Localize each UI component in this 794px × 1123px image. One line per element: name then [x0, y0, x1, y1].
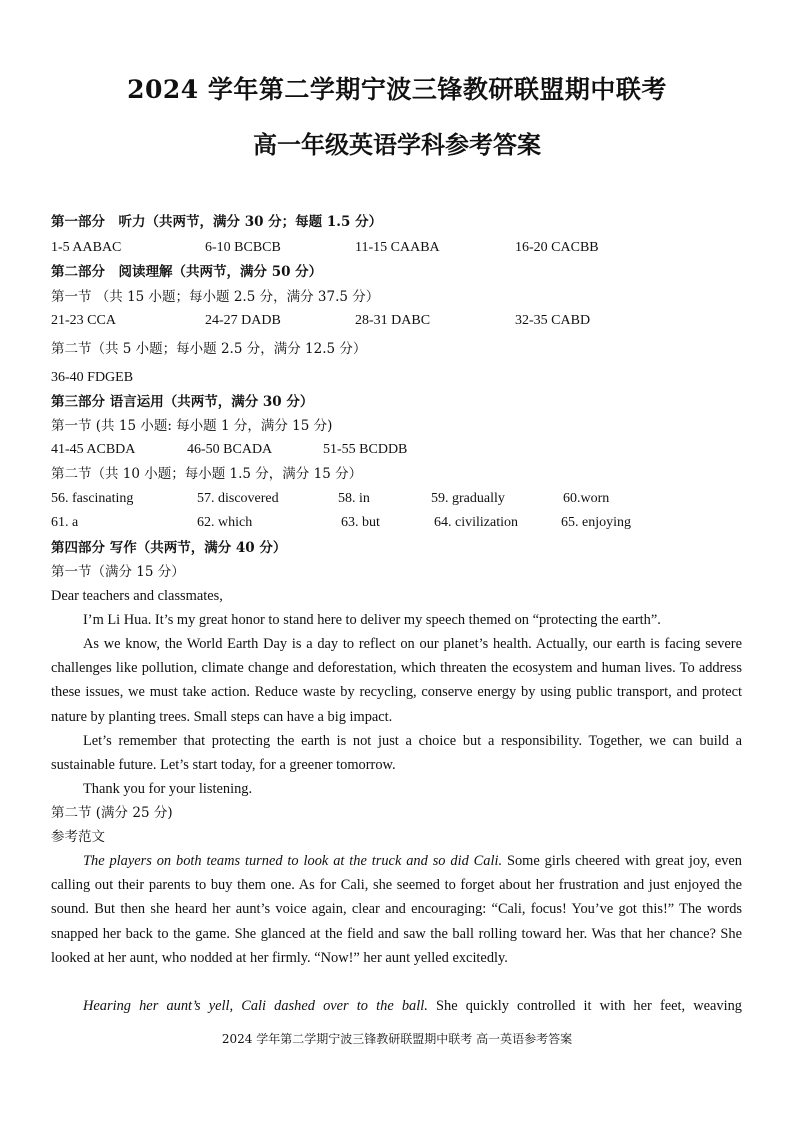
continuation-paragraph	[51, 994, 742, 1020]
part3-section1-heading: 第一节 (共 15 小题: 每小题 1 分，满分 15 分)	[51, 418, 333, 434]
letter-paragraph: Let’s remember that protecting the earth is not just a choice but a responsibility. Together, we can build a sustainable future. Let’s start today, for a greener tomorrow.	[51, 733, 742, 774]
letter-paragraph: I’m Li Hua. It’s my great honor to stand here to deliver my speech themed on “protecting the earth”.	[83, 612, 661, 628]
answer-group: 51-55 BCDDB	[323, 442, 408, 457]
fill-answer: 63. but	[341, 515, 380, 530]
part2-section2-heading: 第二节（共 5 小题；每小题 2.5 分，满分 12.5 分）	[51, 341, 367, 357]
part1-heading: 第一部分 听力（共两节，满分 30 分；每题 1.5 分）	[51, 214, 383, 230]
answer-group: 46-50 BCADA	[187, 442, 273, 457]
paragraph-lead-sentence: The players on both teams turned to look at the truck and so did Cali.	[83, 853, 503, 869]
answer-group: 21-23 CCA	[51, 313, 116, 328]
page-subtitle: 高一年级英语学科参考答案	[253, 130, 541, 159]
answer-group: 11-15 CAABA	[355, 240, 440, 255]
fill-answer: 56. fascinating	[51, 491, 134, 506]
answer-group: 41-45 ACBDA	[51, 442, 136, 457]
fill-answer: 59. gradually	[431, 491, 505, 506]
fill-answer: 60.worn	[563, 491, 610, 506]
letter-greeting: Dear teachers and classmates,	[51, 588, 223, 604]
fill-answer: 65. enjoying	[561, 515, 631, 530]
paragraph-body: She quickly controlled it with her feet, weaving	[427, 998, 742, 1014]
answer-group: 24-27 DADB	[205, 313, 281, 328]
part3-heading: 第三部分 语言运用（共两节，满分 30 分）	[51, 394, 314, 410]
paragraph-lead-sentence: Hearing her aunt’s yell, Cali dashed over to the ball.	[83, 998, 428, 1014]
fill-answer: 57. discovered	[197, 491, 279, 506]
answer-group: 28-31 DABC	[355, 313, 431, 328]
part4-section1-heading: 第一节（满分 15 分）	[51, 564, 185, 580]
continuation-paragraph	[51, 849, 742, 970]
fill-answer: 62. which	[197, 515, 253, 530]
part2-heading: 第二部分 阅读理解（共两节，满分 50 分）	[51, 264, 323, 280]
part4-heading: 第四部分 写作（共两节，满分 40 分）	[51, 540, 287, 556]
fill-answer: 58. in	[338, 491, 370, 506]
fill-answer: 64. civilization	[434, 515, 518, 530]
paragraph-body: Some girls cheered with great joy, even calling out their parents to buy them one. As for Cali, she seemed to forget about her frustration and just enjoyed the sound. But then she heard her aunt’s voice again, clear and encouraging: “Cali, focus! You’ve got this!” The words snapped her back to the game. She glanced at the field and saw the ball rolling toward her. Was that her chance? She looked at her aunt, who nodded at her firmly. “Now!” her aunt yelled excitedly.	[51, 853, 742, 966]
answer-group: 32-35 CABD	[515, 313, 591, 328]
page-footer: 2024 学年第二学期宁波三锋教研联盟期中联考 高一英语参考答案	[221, 1032, 573, 1046]
answer-group: 36-40 FDGEB	[51, 370, 134, 385]
page-title: 2024 学年第二学期宁波三锋教研联盟期中联考	[127, 75, 667, 104]
part4-section2-heading: 第二节 (满分 25 分)	[51, 805, 173, 821]
letter-closing: Thank you for your listening.	[83, 781, 253, 797]
part3-section2-heading: 第二节（共 10 小题；每小题 1.5 分，满分 15 分）	[51, 466, 363, 482]
letter-paragraph: As we know, the World Earth Day is a day to reflect on our planet’s health. Actually, our earth is facing severe challenges like pollution, climate change and deforestation, which threaten the ecosystem and human lives. To address these issues, we must take action. Reduce waste by recycling, conserve energy by using public transport, and protect nature by planting trees. Small steps can have a big impact.	[51, 636, 742, 725]
part2-section1-heading: 第一节 （共 15 小题；每小题 2.5 分，满分 37.5 分）	[51, 289, 380, 305]
answer-group: 1-5 AABAC	[51, 240, 122, 255]
answer-group: 16-20 CACBB	[515, 240, 599, 255]
answer-group: 6-10 BCBCB	[205, 240, 281, 255]
fill-answer: 61. a	[51, 515, 79, 530]
sample-label: 参考范文	[51, 829, 105, 845]
